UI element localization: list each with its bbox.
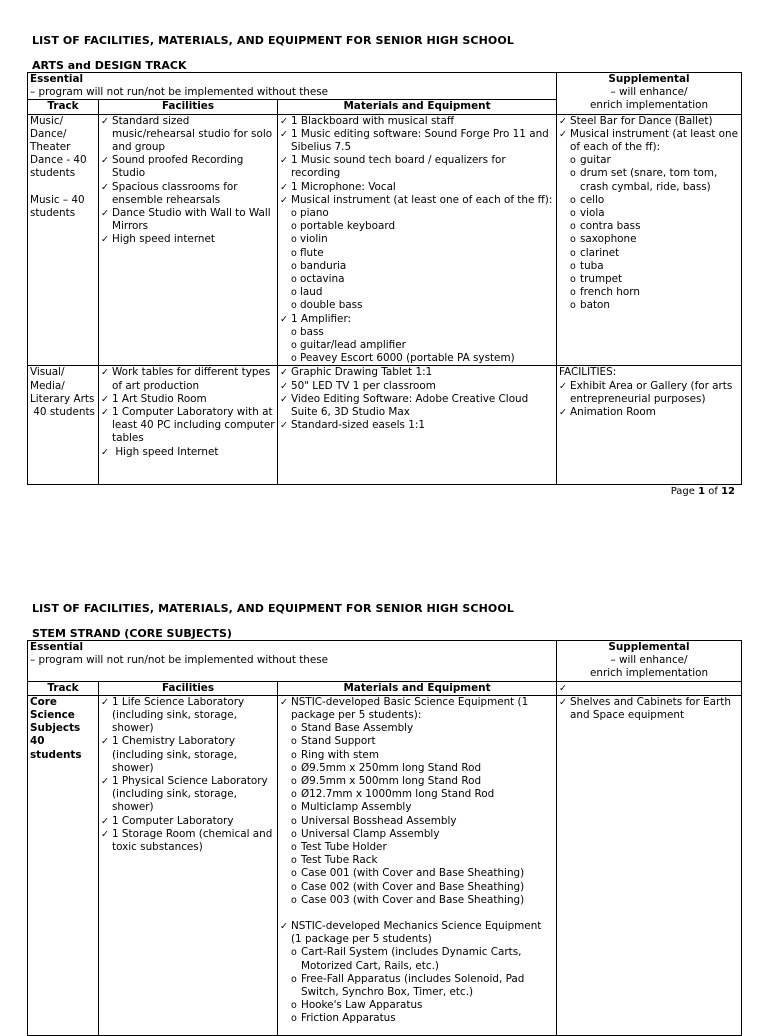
list-item: ✓ High speed internet [101,233,275,246]
track-line: Music – 40 [30,193,85,206]
list-item: ✓ 1 Music editing software: Sound Forge Pro 11 and Sibelius 7.5 [280,128,554,154]
list-item: o french horn [559,286,739,299]
track-line: Dance - 40 [30,154,87,167]
list-item: o octavina [280,273,554,286]
list-item: ✓ Spacious classrooms for ensemble rehearsals [101,181,275,207]
list-item: o drum set (snare, tom tom, crash cymbal, ride, bass) [559,167,739,193]
footer-total-pages: 12 [721,486,735,497]
list-item: o cello [559,194,739,207]
document-page-2 [0,572,768,1024]
instrument-list [280,207,554,313]
list-item: ✓ Shelves and Cabinets for Earth and Space equipment [559,696,739,722]
list-item: ✓ 50" LED TV 1 per classroom [280,380,554,393]
list-item: o Free-Fall Apparatus (includes Solenoid, Pad Switch, Synchro Box, Timer, etc.) [280,973,554,999]
track-line: Visual/ [30,366,65,379]
facilities-cell [99,695,278,1035]
list-item: ✓ 1 Art Studio Room [101,393,275,406]
list-item: ✓ 1 Music sound tech board / equalizers for recording [280,154,554,180]
supplemental-note-1: – will enhance/ [610,86,688,99]
supplemental-label: Supplemental [608,73,690,85]
table-row-visual-media [28,366,742,485]
track-line: Music/ [30,114,64,127]
list-item: o Test Tube Holder [280,841,554,854]
list-item: o viola [559,207,739,220]
essential-label: Essential [30,641,84,653]
list-item: o Ø12.7mm x 1000mm long Stand Rod [280,788,554,801]
list-item: ✓ Musical instrument (at least one of each of the ff): [280,194,554,207]
list-item: ✓ Sound proofed Recording Studio [101,154,275,180]
list-item: o Case 003 (with Cover and Base Sheathing) [280,894,554,907]
list-item: ✓ Animation Room [559,406,739,419]
list-item: o Stand Support [280,735,554,748]
list-item: o guitar/lead amplifier [280,339,554,352]
supplemental-cell [557,114,742,366]
list-item: o contra bass [559,220,739,233]
list-item: o Friction Apparatus [280,1012,554,1025]
track-line: Media/ [30,379,65,392]
list-item: ✓ 1 Chemistry Laboratory (including sink, storage, shower) [101,735,275,775]
track-line: Science [30,709,75,722]
list-item: o Ø9.5mm x 250mm long Stand Rod [280,762,554,775]
list-item: ✓ Work tables for different types of art production [101,366,275,392]
list-item: ✓ 1 Life Science Laboratory (including sink, storage, shower) [101,696,275,736]
col-header-track: Track [28,100,99,114]
facilities-list [101,366,275,458]
list-item: ✓ High speed Internet [101,446,275,459]
supplemental-note-2: enrich implementation [589,667,709,680]
materials-group-2-items [280,946,554,1025]
track-line: Dance/ [30,127,67,140]
track-line: Core [30,695,57,708]
track-line: students [30,748,82,761]
list-item: ✓ 1 Blackboard with musical staff [280,115,554,128]
footer-mid: of [705,486,722,497]
list-item: o flute [280,247,554,260]
list-item: ✓ Dance Studio with Wall to Wall Mirrors [101,207,275,233]
list-item: ✓ 1 Physical Science Laboratory (including sink, storage, shower) [101,775,275,815]
essential-header-row [28,641,742,682]
track-line: Literary Arts [30,392,95,405]
list-item: ✓ 1 Computer Laboratory [101,815,275,828]
track-cell [28,366,99,485]
spacer [280,907,554,920]
track-cell [28,114,99,366]
list-item: ✓ 1 Microphone: Vocal [280,181,554,194]
list-item: ✓ Musical instrument (at least one of each of the ff): [559,128,739,154]
supplemental-list [559,115,739,155]
list-item: ✓ NSTIC-developed Mechanics Science Equipment (1 package per 5 students) [280,920,554,946]
page-separator [0,560,768,572]
list-item: o Case 001 (with Cover and Base Sheathing) [280,867,554,880]
page-title: LIST OF FACILITIES, MATERIALS, AND EQUIPMENT FOR SENIOR HIGH SCHOOL [32,34,514,47]
list-item: ✓ Video Editing Software: Adobe Creative Cloud Suite 6, 3D Studio Max [280,393,554,419]
list-item: o Ring with stem [280,749,554,762]
page-footer [671,486,735,497]
footer-prefix: Page [670,486,699,497]
materials-group-1-items [280,722,554,907]
list-item: o double bass [280,299,554,312]
facilities-table [27,72,742,485]
list-item: o Ø9.5mm x 500mm long Stand Rod [280,775,554,788]
supplemental-list [559,696,739,722]
table-row-core-science [28,695,742,1035]
track-line: Subjects [30,722,81,735]
supplemental-checkmark-cell [557,681,742,695]
list-item: ✓ Standard sized music/rehearsal studio for solo and group [101,115,275,155]
list-item: o guitar [559,154,739,167]
column-header-row [28,681,742,695]
supplemental-list [559,380,739,420]
essential-label: Essential [30,73,84,85]
page-title: LIST OF FACILITIES, MATERIALS, AND EQUIPMENT FOR SENIOR HIGH SCHOOL [32,602,514,615]
list-item: o tuba [559,260,739,273]
materials-cell [278,695,557,1035]
col-header-materials: Materials and Equipment [278,681,557,695]
supplemental-cell [557,695,742,1035]
list-item: o bass [280,326,554,339]
list-item: o clarinet [559,247,739,260]
materials-cell [278,366,557,485]
section-title: STEM STRAND (CORE SUBJECTS) [32,627,232,640]
essential-header-cell [28,73,557,100]
list-item: o Universal Bosshead Assembly [280,815,554,828]
list-item: o Case 002 (with Cover and Base Sheathing) [280,881,554,894]
list-item: o Stand Base Assembly [280,722,554,735]
list-item: o Peavey Escort 6000 (portable PA system) [280,352,554,365]
materials-group-1 [280,696,554,722]
supplemental-header-cell [557,641,742,682]
supplemental-subheader: FACILITIES: [559,366,617,379]
col-header-facilities: Facilities [99,681,278,695]
supplemental-label: Supplemental [608,641,690,653]
materials-list [280,115,554,207]
facilities-cell [99,366,278,485]
facilities-list [101,696,275,854]
essential-header-row [28,73,742,100]
list-item: ✓ Steel Bar for Dance (Ballet) [559,115,739,128]
essential-header-cell [28,641,557,682]
track-line: 40 students [30,406,95,419]
list-item: ✓ 1 Amplifier: [280,313,554,326]
list-item: o Universal Clamp Assembly [280,828,554,841]
list-item: o Test Tube Rack [280,854,554,867]
materials-list [280,366,554,432]
list-item: ✓ Standard-sized easels 1:1 [280,419,554,432]
list-item: o Cart-Rail System (includes Dynamic Carts, Motorized Cart, Rails, etc.) [280,946,554,972]
facilities-table [27,640,742,1036]
track-line: students [30,167,76,180]
list-item: ✓ 1 Storage Room (chemical and toxic substances) [101,828,275,854]
essential-note: – program will not run/not be implemented without these [30,86,329,99]
amplifier-list [280,313,554,326]
track-line: 40 [30,735,45,748]
list-item: o banduria [280,260,554,273]
facilities-cell [99,114,278,366]
materials-cell [278,114,557,366]
list-item: ✓ Exhibit Area or Gallery (for arts entrepreneurial purposes) [559,380,739,406]
list-item: o trumpet [559,273,739,286]
table-row-music-dance [28,114,742,366]
footer-page-number: 1 [698,486,706,497]
list-item: o portable keyboard [280,220,554,233]
list-item: o Multiclamp Assembly [280,801,554,814]
essential-note: – program will not run/not be implemented without these [30,654,329,667]
track-cell [28,695,99,1035]
amplifier-items [280,326,554,366]
list-item: ✓ Graphic Drawing Tablet 1:1 [280,366,554,379]
track-line: Theater [30,141,71,154]
materials-group-2 [280,920,554,946]
spacer [30,181,96,194]
list-item: o piano [280,207,554,220]
supplemental-cell [557,366,742,485]
spacer [30,667,554,680]
col-header-facilities: Facilities [99,100,278,114]
supplemental-header-cell [557,73,742,115]
col-header-track: Track [28,681,99,695]
list-item: o saxophone [559,233,739,246]
section-title: ARTS and DESIGN TRACK [32,59,187,72]
facilities-list [101,115,275,247]
supplemental-instrument-list [559,154,739,312]
supplemental-note-2: enrich implementation [589,99,709,112]
list-item: o baton [559,299,739,312]
list-item: o Hooke's Law Apparatus [280,999,554,1012]
list-item: o violin [280,233,554,246]
supplemental-note-1: – will enhance/ [610,654,688,667]
track-line: students [30,206,76,219]
list-item: ✓ NSTIC-developed Basic Science Equipment (1 package per 5 students): [280,696,554,722]
list-item: ✓ 1 Computer Laboratory with at least 40 PC including computer tables [101,406,275,446]
list-item: o laud [280,286,554,299]
col-header-materials: Materials and Equipment [278,100,557,114]
